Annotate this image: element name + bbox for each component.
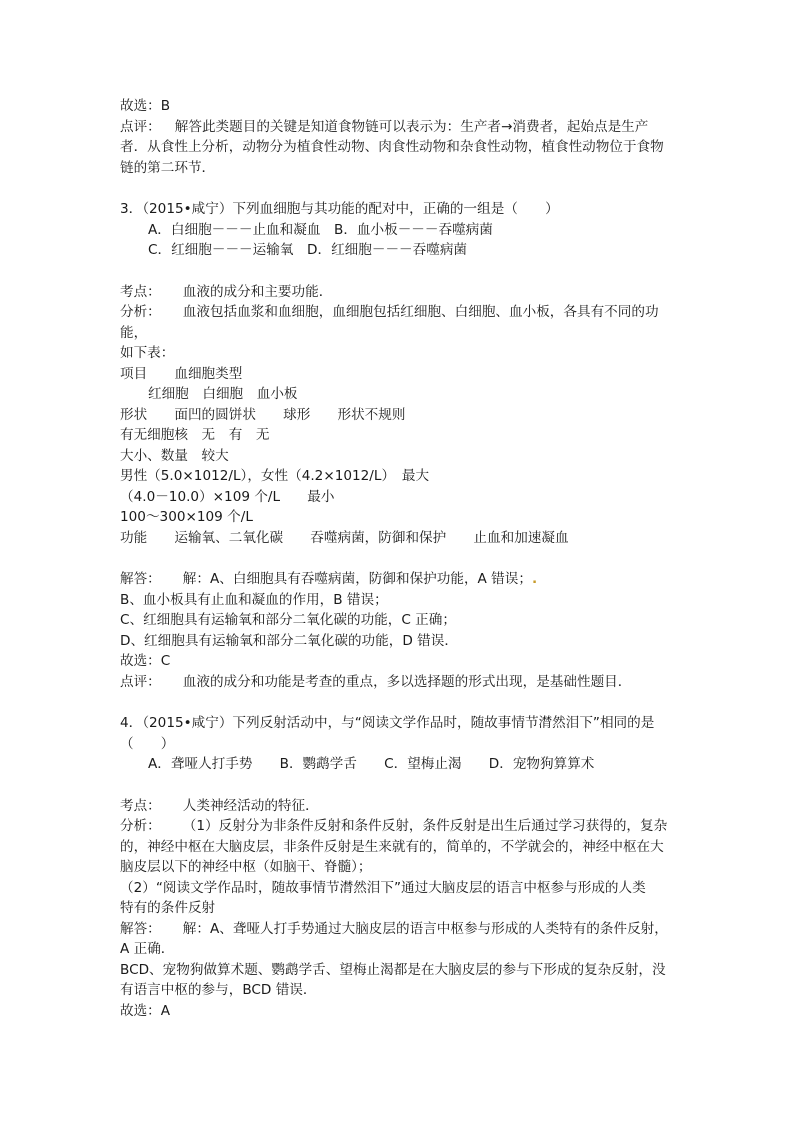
q4-jieda-line-3: BCD、宠物狗做算术题、鹦鹉学舌、望梅止渴都是在大脑皮层的参与下形成的复杂反射，没: [120, 961, 666, 978]
q3-table-line-7: （4.0－10.0）×109 个/L 最小: [120, 488, 335, 505]
q3-kaodian-text: 血液的成分和主要功能．: [182, 283, 333, 300]
q3-table-line-6: 男性（5.0×1012/L），女性（4.2×1012/L） 最大: [120, 468, 430, 484]
q3-comment-label: 点评：: [120, 673, 161, 690]
q4-jieda-label: 解答：: [120, 920, 161, 937]
q4-options: A．聋哑人打手势 B．鹦鹉学舌 C．望梅止渴 D．宠物狗算算术: [148, 756, 595, 772]
q3-stem: 3．（2015•咸宁）下列血细胞与其功能的配对中，正确的一组是（ ）: [120, 201, 559, 217]
q2-comment-line-3: 链的第二环节．: [120, 159, 216, 176]
q3-fenxi-text-1: 血液包括血浆和血细胞，血细胞包括红细胞、白细胞、血小板，各具有不同的功能，: [120, 304, 659, 341]
q4-jieda-text-1: 解：A、聋哑人打手势通过大脑皮层的语言中枢参与形成的人类特有的条件反射，: [182, 920, 668, 937]
q3-fenxi: [120, 302, 680, 343]
q4-kaodian: [120, 796, 680, 817]
document-page: [120, 96, 680, 1021]
q3-jieda-line-2: B、血小板具有止血和凝血的作用，B 错误；: [120, 591, 388, 608]
q4-answer: 故选：A: [120, 1002, 171, 1019]
stray-mark: .: [531, 571, 538, 587]
q3-table-line-1: 项目 血细胞类型: [120, 365, 243, 382]
q3-option-line-1: A．白细胞－－－止血和凝血 B．血小板－－－吞噬病菌: [148, 221, 493, 238]
q4-stem-line-2: （ ）: [120, 735, 175, 752]
q4-fenxi: [120, 816, 680, 837]
q3-table-line-4: 有无细胞核 无 有 无: [120, 427, 270, 443]
q3-comment: [120, 672, 680, 693]
q4-fenxi-line-5: 特有的条件反射: [120, 900, 216, 916]
q4-fenxi-text-1: （1）反射分为非条件反射和条件反射，条件反射是出生后通过学习获得的，复杂: [182, 818, 668, 834]
q3-option-line-2: C．红细胞－－－运输氧 D．红细胞－－－吞噬病菌: [148, 242, 468, 258]
q3-table-line-5: 大小、数量 较大: [120, 447, 229, 464]
q4-fenxi-label: 分析：: [120, 818, 161, 834]
q4-fenxi-line-4: （2）“阅读文学作品时，随故事情节潸然泪下”通过大脑皮层的语言中枢参与形成的人类: [120, 879, 646, 896]
q3-kaodian-label: 考点：: [120, 283, 161, 300]
q4-jieda-line-4: 有语言中枢的参与，BCD 错误．: [120, 982, 317, 998]
q3-jieda-label: 解答：: [120, 571, 161, 587]
q3-jieda-line-4: D、红细胞具有运输氧和部分二氧化碳的功能，D 错误．: [120, 632, 458, 649]
q3-comment-text: 血液的成分和功能是考查的重点，多以选择题的形式出现，是基础性题目．: [182, 673, 632, 690]
q3-table-line-2: 红细胞 白细胞 血小板: [148, 386, 298, 402]
q3-kaodian: [120, 282, 680, 303]
q2-answer: 故选：B: [120, 98, 171, 114]
q2-comment-label: 点评：: [120, 118, 161, 135]
q3-table-line-8: 100～300×109 个/L: [120, 509, 253, 525]
q2-comment-line-1: [120, 117, 680, 138]
q4-jieda-line-2: A 正确．: [120, 941, 175, 957]
q3-fenxi-line-2: 如下表：: [120, 345, 175, 361]
q4-fenxi-line-2: 的，神经中枢在大脑皮层，非条件反射是生来就有的，简单的，不学就会的，神经中枢在大: [120, 838, 664, 855]
q3-table-line-9: 功能 运输氧、二氧化碳 吞噬病菌，防御和保护 止血和加速凝血: [120, 529, 569, 546]
q3-answer: 故选：C: [120, 653, 171, 669]
q3-table-line-3: 形状 面凹的圆饼状 球形 形状不规则: [120, 406, 406, 423]
q4-fenxi-line-3: 脑皮层以下的神经中枢（如脑干、脊髓）；: [120, 859, 372, 875]
q2-comment-text-1: 解答此类题目的关键是知道食物链可以表示为：生产者→消费者，起始点是生产: [174, 118, 649, 135]
q4-jieda: [120, 919, 680, 940]
q3-jieda-text-1: 解：A、白细胞具有吞噬病菌，防御和保护功能，A 错误；: [182, 571, 532, 587]
q3-fenxi-label: 分析：: [120, 304, 161, 320]
q4-kaodian-label: 考点：: [120, 797, 161, 814]
q3-jieda-line-3: C、红细胞具有运输氧和部分二氧化碳的功能，C 正确；: [120, 612, 456, 628]
q3-jieda: [120, 569, 680, 590]
q4-kaodian-text: 人类神经活动的特征．: [182, 797, 319, 814]
q2-comment-line-2: 者．从食性上分析，动物分为植食性动物、肉食性动物和杂食性动物，植食性动物位于食物: [120, 139, 664, 155]
q4-stem-line-1: 4．（2015•咸宁）下列反射活动中，与“阅读文学作品时，随故事情节潸然泪下”相同的是: [120, 715, 655, 731]
